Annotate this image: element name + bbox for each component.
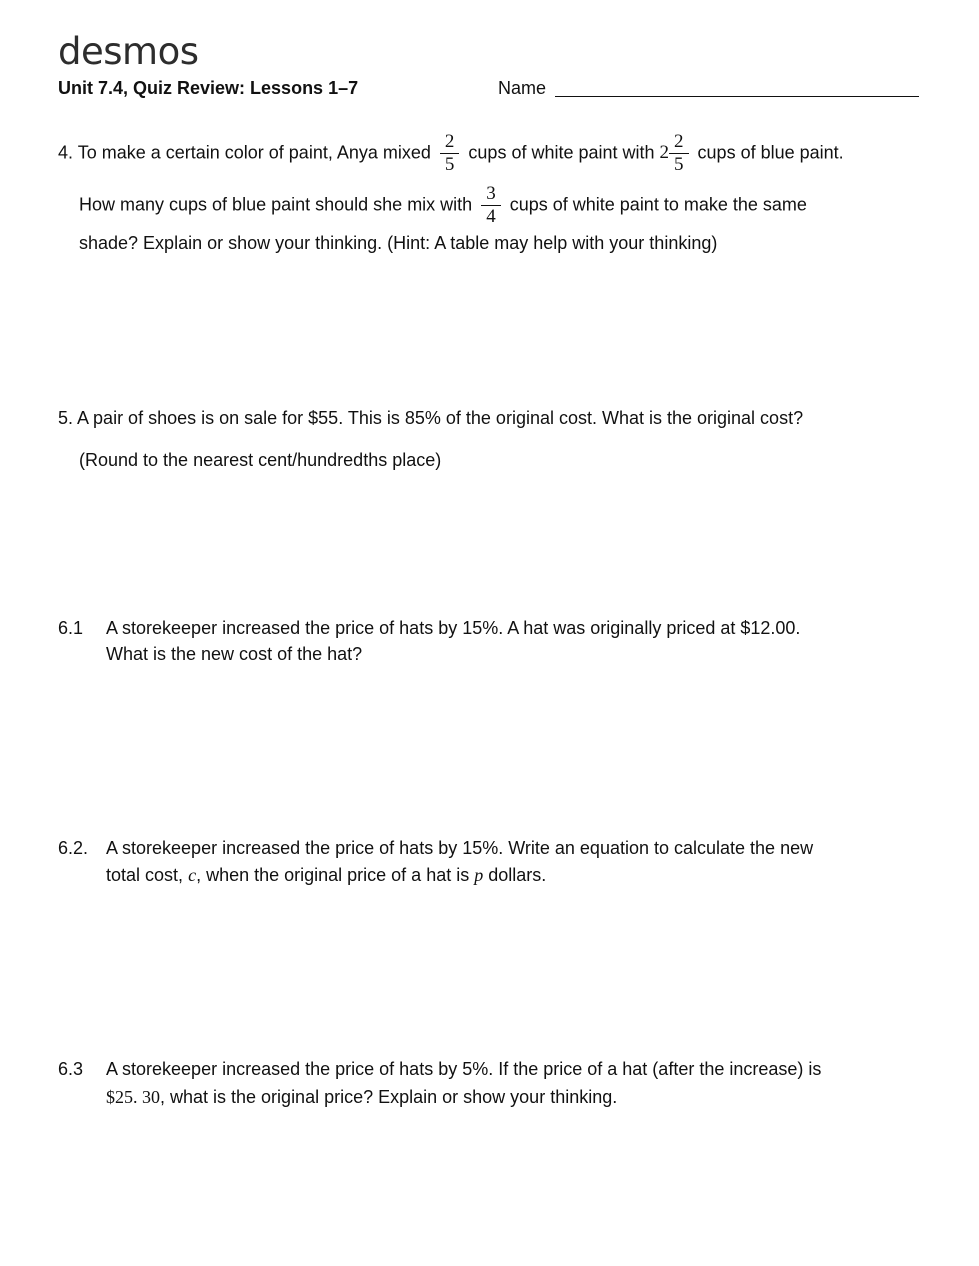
question-6-1-line-2: What is the new cost of the hat? bbox=[106, 644, 363, 664]
question-6-1-number: 6.1 bbox=[58, 618, 84, 638]
desmos-logo: desmos bbox=[58, 30, 199, 73]
question-5-number: 5. bbox=[58, 408, 74, 428]
variable-c: c bbox=[188, 865, 197, 885]
question-6-2-line-1: A storekeeper increased the price of hats by 15%. Write an equation to calculate the new bbox=[106, 838, 814, 858]
fraction-numerator: 3 bbox=[481, 184, 501, 206]
price-value: $25. 30 bbox=[106, 1087, 160, 1107]
question-4-line-3: shade? Explain or show your thinking. (Hint: A table may help with your thinking) bbox=[79, 233, 718, 253]
question-4-text-e: cups of white paint to make the same bbox=[509, 194, 807, 215]
question-6-2-text-b: , when the original price of a hat is bbox=[196, 865, 470, 885]
question-6-3-number: 6.3 bbox=[58, 1059, 84, 1079]
question-6-2-text-c: dollars. bbox=[488, 865, 547, 885]
fraction-two-fifths-mixed bbox=[669, 132, 689, 175]
question-4-text-d: How many cups of blue paint should she mix with bbox=[79, 194, 473, 215]
fraction-denominator: 5 bbox=[674, 154, 684, 175]
question-6-2-text-a: total cost, bbox=[106, 865, 184, 885]
question-4-line-2 bbox=[79, 184, 807, 227]
question-5-line-1 bbox=[58, 407, 803, 429]
mixed-number-whole: 2 bbox=[659, 142, 670, 164]
fraction-denominator: 4 bbox=[486, 206, 496, 227]
fraction-two-fifths bbox=[440, 132, 460, 175]
question-6-2-number: 6.2. bbox=[58, 838, 89, 858]
fraction-numerator: 2 bbox=[440, 132, 460, 154]
question-4-number: 4. bbox=[58, 142, 74, 163]
question-6-2-line-2 bbox=[106, 864, 546, 886]
fraction-three-fourths bbox=[481, 184, 501, 227]
question-5-text: A pair of shoes is on sale for $55. This is 85% of the original cost. What is the original cost? bbox=[77, 408, 804, 428]
fraction-denominator: 5 bbox=[444, 154, 455, 175]
name-blank-line bbox=[555, 96, 919, 97]
question-4-text-a: To make a certain color of paint, Anya mixed bbox=[77, 142, 431, 163]
question-6-3-line-2 bbox=[106, 1086, 617, 1108]
worksheet-title: Unit 7.4, Quiz Review: Lessons 1–7 bbox=[58, 78, 359, 98]
question-5-line-2: (Round to the nearest cent/hundredths place) bbox=[79, 450, 442, 470]
question-6-1-line-1: A storekeeper increased the price of hats by 15%. A hat was originally priced at $12.00. bbox=[106, 618, 801, 638]
variable-p: p bbox=[474, 865, 484, 885]
fraction-numerator: 2 bbox=[669, 132, 689, 154]
question-6-3-line-1: A storekeeper increased the price of hats by 5%. If the price of a hat (after the increase) is bbox=[106, 1059, 822, 1079]
question-4-line-1 bbox=[58, 132, 844, 175]
question-6-3-text: , what is the original price? Explain or show your thinking. bbox=[160, 1087, 618, 1107]
name-label: Name bbox=[498, 78, 547, 98]
question-4-text-b: cups of white paint with bbox=[468, 142, 655, 163]
question-4-text-c: cups of blue paint. bbox=[697, 142, 844, 163]
